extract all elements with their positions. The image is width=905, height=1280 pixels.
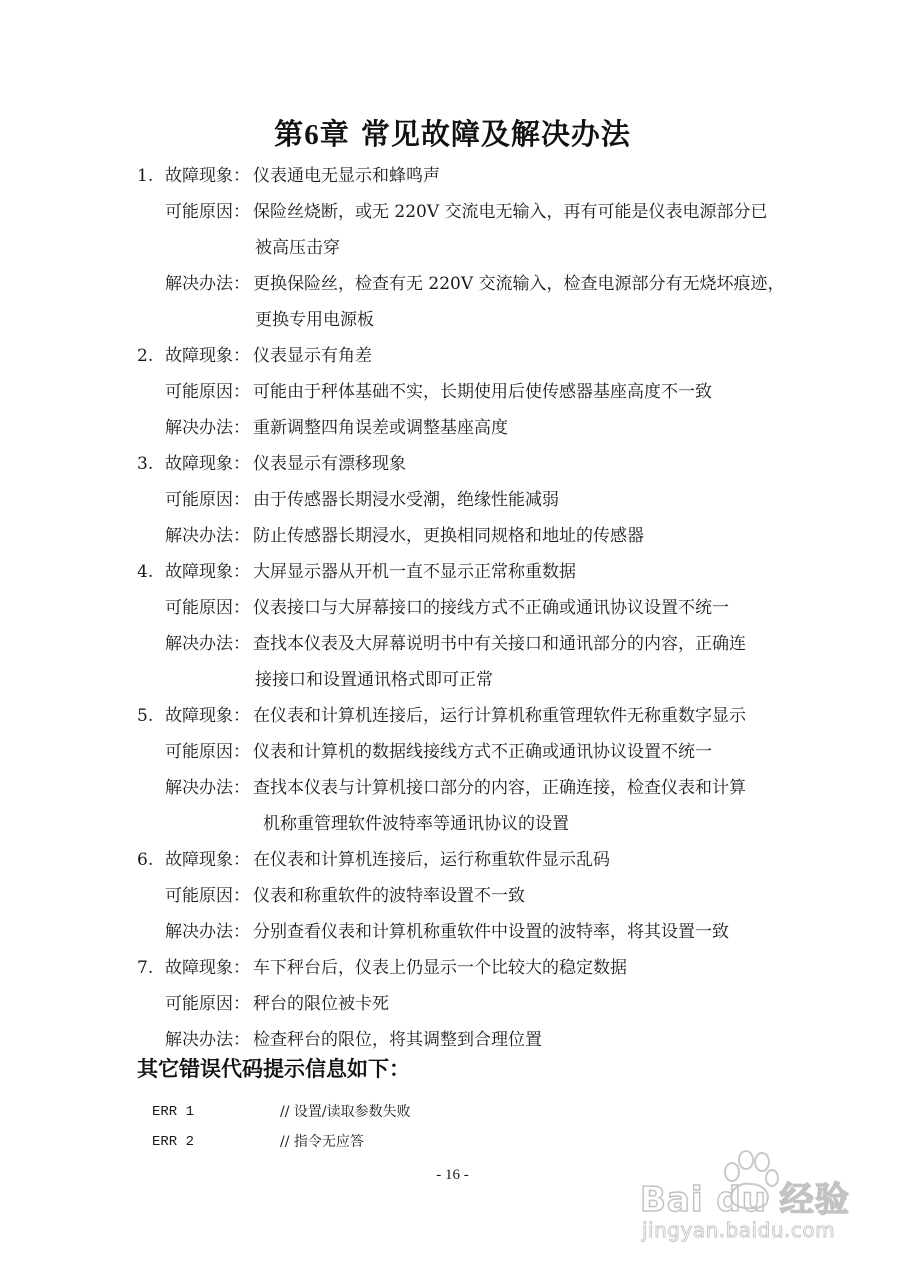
fault-5-solution-cont [137, 806, 797, 842]
solution-text: 防止传感器长期浸水，更换相同规格和地址的传感器 [253, 526, 644, 546]
fault-7-cause [137, 986, 797, 1022]
fault-7-symptom [137, 950, 797, 986]
fault-3-solution [137, 518, 797, 554]
solution-text: 查找本仪表与计算机接口部分的内容，正确连接，检查仪表和计算 [253, 778, 746, 798]
cause-text: 仪表和计算机的数据线接线方式不正确或通讯协议设置不统一 [253, 742, 712, 762]
fault-6-symptom [137, 842, 797, 878]
fault-4-symptom [137, 554, 797, 590]
cause-label: 可能原因： [165, 598, 250, 618]
fault-index: 1. [137, 166, 154, 186]
cause-text: 秤台的限位被卡死 [253, 994, 389, 1014]
symptom-text: 在仪表和计算机连接后，运行计算机称重管理软件无称重数字显示 [253, 706, 746, 726]
cause-text: 保险丝烧断，或无 220V 交流电无输入，再有可能是仪表电源部分已 [253, 202, 768, 222]
fault-index: 6. [137, 850, 154, 870]
cause-text-cont: 被高压击穿 [255, 238, 340, 258]
cause-label: 可能原因： [165, 382, 250, 402]
fault-index: 4. [137, 562, 154, 582]
symptom-text: 车下秤台后，仪表上仍显示一个比较大的稳定数据 [253, 958, 627, 978]
fault-5-symptom [137, 698, 797, 734]
cause-label: 可能原因： [165, 886, 250, 906]
solution-label: 解决办法： [165, 526, 250, 546]
error-code: ERR 1 [152, 1104, 195, 1120]
solution-label: 解决办法： [165, 778, 250, 798]
baidu-jingyan-watermark [640, 1150, 860, 1250]
other-errors-heading: 其它错误代码提示信息如下： [137, 1056, 410, 1081]
watermark-brand: Bai du 经验 [640, 1180, 850, 1220]
fault-4-solution [137, 626, 797, 662]
solution-text: 重新调整四角误差或调整基座高度 [253, 418, 508, 438]
fault-4-solution-cont [137, 662, 797, 698]
symptom-text: 仪表显示有漂移现象 [253, 454, 406, 474]
fault-5-cause [137, 734, 797, 770]
solution-text-cont: 更换专用电源板 [255, 310, 374, 330]
fault-2-symptom [137, 338, 797, 374]
solution-text-cont: 机称重管理软件波特率等通讯协议的设置 [263, 814, 569, 834]
error-description: // 指令无应答 [280, 1134, 364, 1150]
symptom-label: 故障现象： [165, 346, 250, 366]
solution-text: 检查秤台的限位，将其调整到合理位置 [253, 1030, 542, 1050]
solution-label: 解决办法： [165, 922, 250, 942]
fault-1-cause-cont [137, 230, 797, 266]
error-code-list [152, 1097, 552, 1157]
fault-3-cause [137, 482, 797, 518]
fault-index: 5. [137, 706, 154, 726]
cause-label: 可能原因： [165, 994, 250, 1014]
error-code-row [152, 1097, 552, 1127]
chapter-title [0, 112, 905, 153]
solution-label: 解决办法： [165, 1030, 250, 1050]
symptom-label: 故障现象： [165, 454, 250, 474]
error-code: ERR 2 [152, 1134, 195, 1150]
solution-label: 解决办法： [165, 634, 250, 654]
symptom-label: 故障现象： [165, 166, 250, 186]
fault-4-cause [137, 590, 797, 626]
cause-label: 可能原因： [165, 742, 250, 762]
solution-text-cont: 接接口和设置通讯格式即可正常 [255, 670, 493, 690]
symptom-text: 仪表显示有角差 [253, 346, 372, 366]
fault-index: 3. [137, 454, 154, 474]
fault-5-solution [137, 770, 797, 806]
fault-2-cause [137, 374, 797, 410]
chapter-number: 6 [304, 119, 320, 151]
fault-index: 7. [137, 958, 154, 978]
fault-index: 2. [137, 346, 154, 366]
fault-1-solution [137, 266, 797, 302]
solution-text: 分别查看仪表和计算机称重软件中设置的波特率，将其设置一致 [253, 922, 729, 942]
fault-3-symptom [137, 446, 797, 482]
symptom-text: 大屏显示器从开机一直不显示正常称重数据 [253, 562, 576, 582]
error-description: // 设置/读取参数失败 [280, 1104, 411, 1120]
cause-text: 仪表和称重软件的波特率设置不一致 [253, 886, 525, 906]
fault-2-solution [137, 410, 797, 446]
solution-label: 解决办法： [165, 274, 250, 294]
symptom-label: 故障现象： [165, 562, 250, 582]
page-number: - 16 - [436, 1167, 469, 1183]
error-code-row [152, 1127, 552, 1157]
symptom-label: 故障现象： [165, 850, 250, 870]
cause-label: 可能原因： [165, 202, 250, 222]
chapter-heading-text: 常见故障及解决办法 [360, 117, 631, 151]
chapter-suffix: 章 [319, 117, 350, 151]
cause-text: 仪表接口与大屏幕接口的接线方式不正确或通讯协议设置不统一 [253, 598, 729, 618]
symptom-label: 故障现象： [165, 706, 250, 726]
chapter-prefix: 第 [274, 117, 305, 151]
solution-label: 解决办法： [165, 418, 250, 438]
fault-1-cause [137, 194, 797, 230]
cause-label: 可能原因： [165, 490, 250, 510]
fault-6-solution [137, 914, 797, 950]
watermark-url: jingyan.baidu.com [642, 1218, 836, 1242]
fault-6-cause [137, 878, 797, 914]
symptom-text: 在仪表和计算机连接后，运行称重软件显示乱码 [253, 850, 610, 870]
fault-1-symptom [137, 158, 797, 194]
cause-text: 由于传感器长期浸水受潮，绝缘性能减弱 [253, 490, 559, 510]
fault-1-solution-cont [137, 302, 797, 338]
symptom-text: 仪表通电无显示和蜂鸣声 [253, 166, 440, 186]
symptom-label: 故障现象： [165, 958, 250, 978]
fault-list [137, 158, 797, 1058]
solution-text: 查找本仪表及大屏幕说明书中有关接口和通讯部分的内容，正确连 [253, 634, 746, 654]
cause-text: 可能由于秤体基础不实，长期使用后使传感器基座高度不一致 [253, 382, 712, 402]
solution-text: 更换保险丝，检查有无 220V 交流输入，检查电源部分有无烧坏痕迹， [253, 274, 785, 294]
